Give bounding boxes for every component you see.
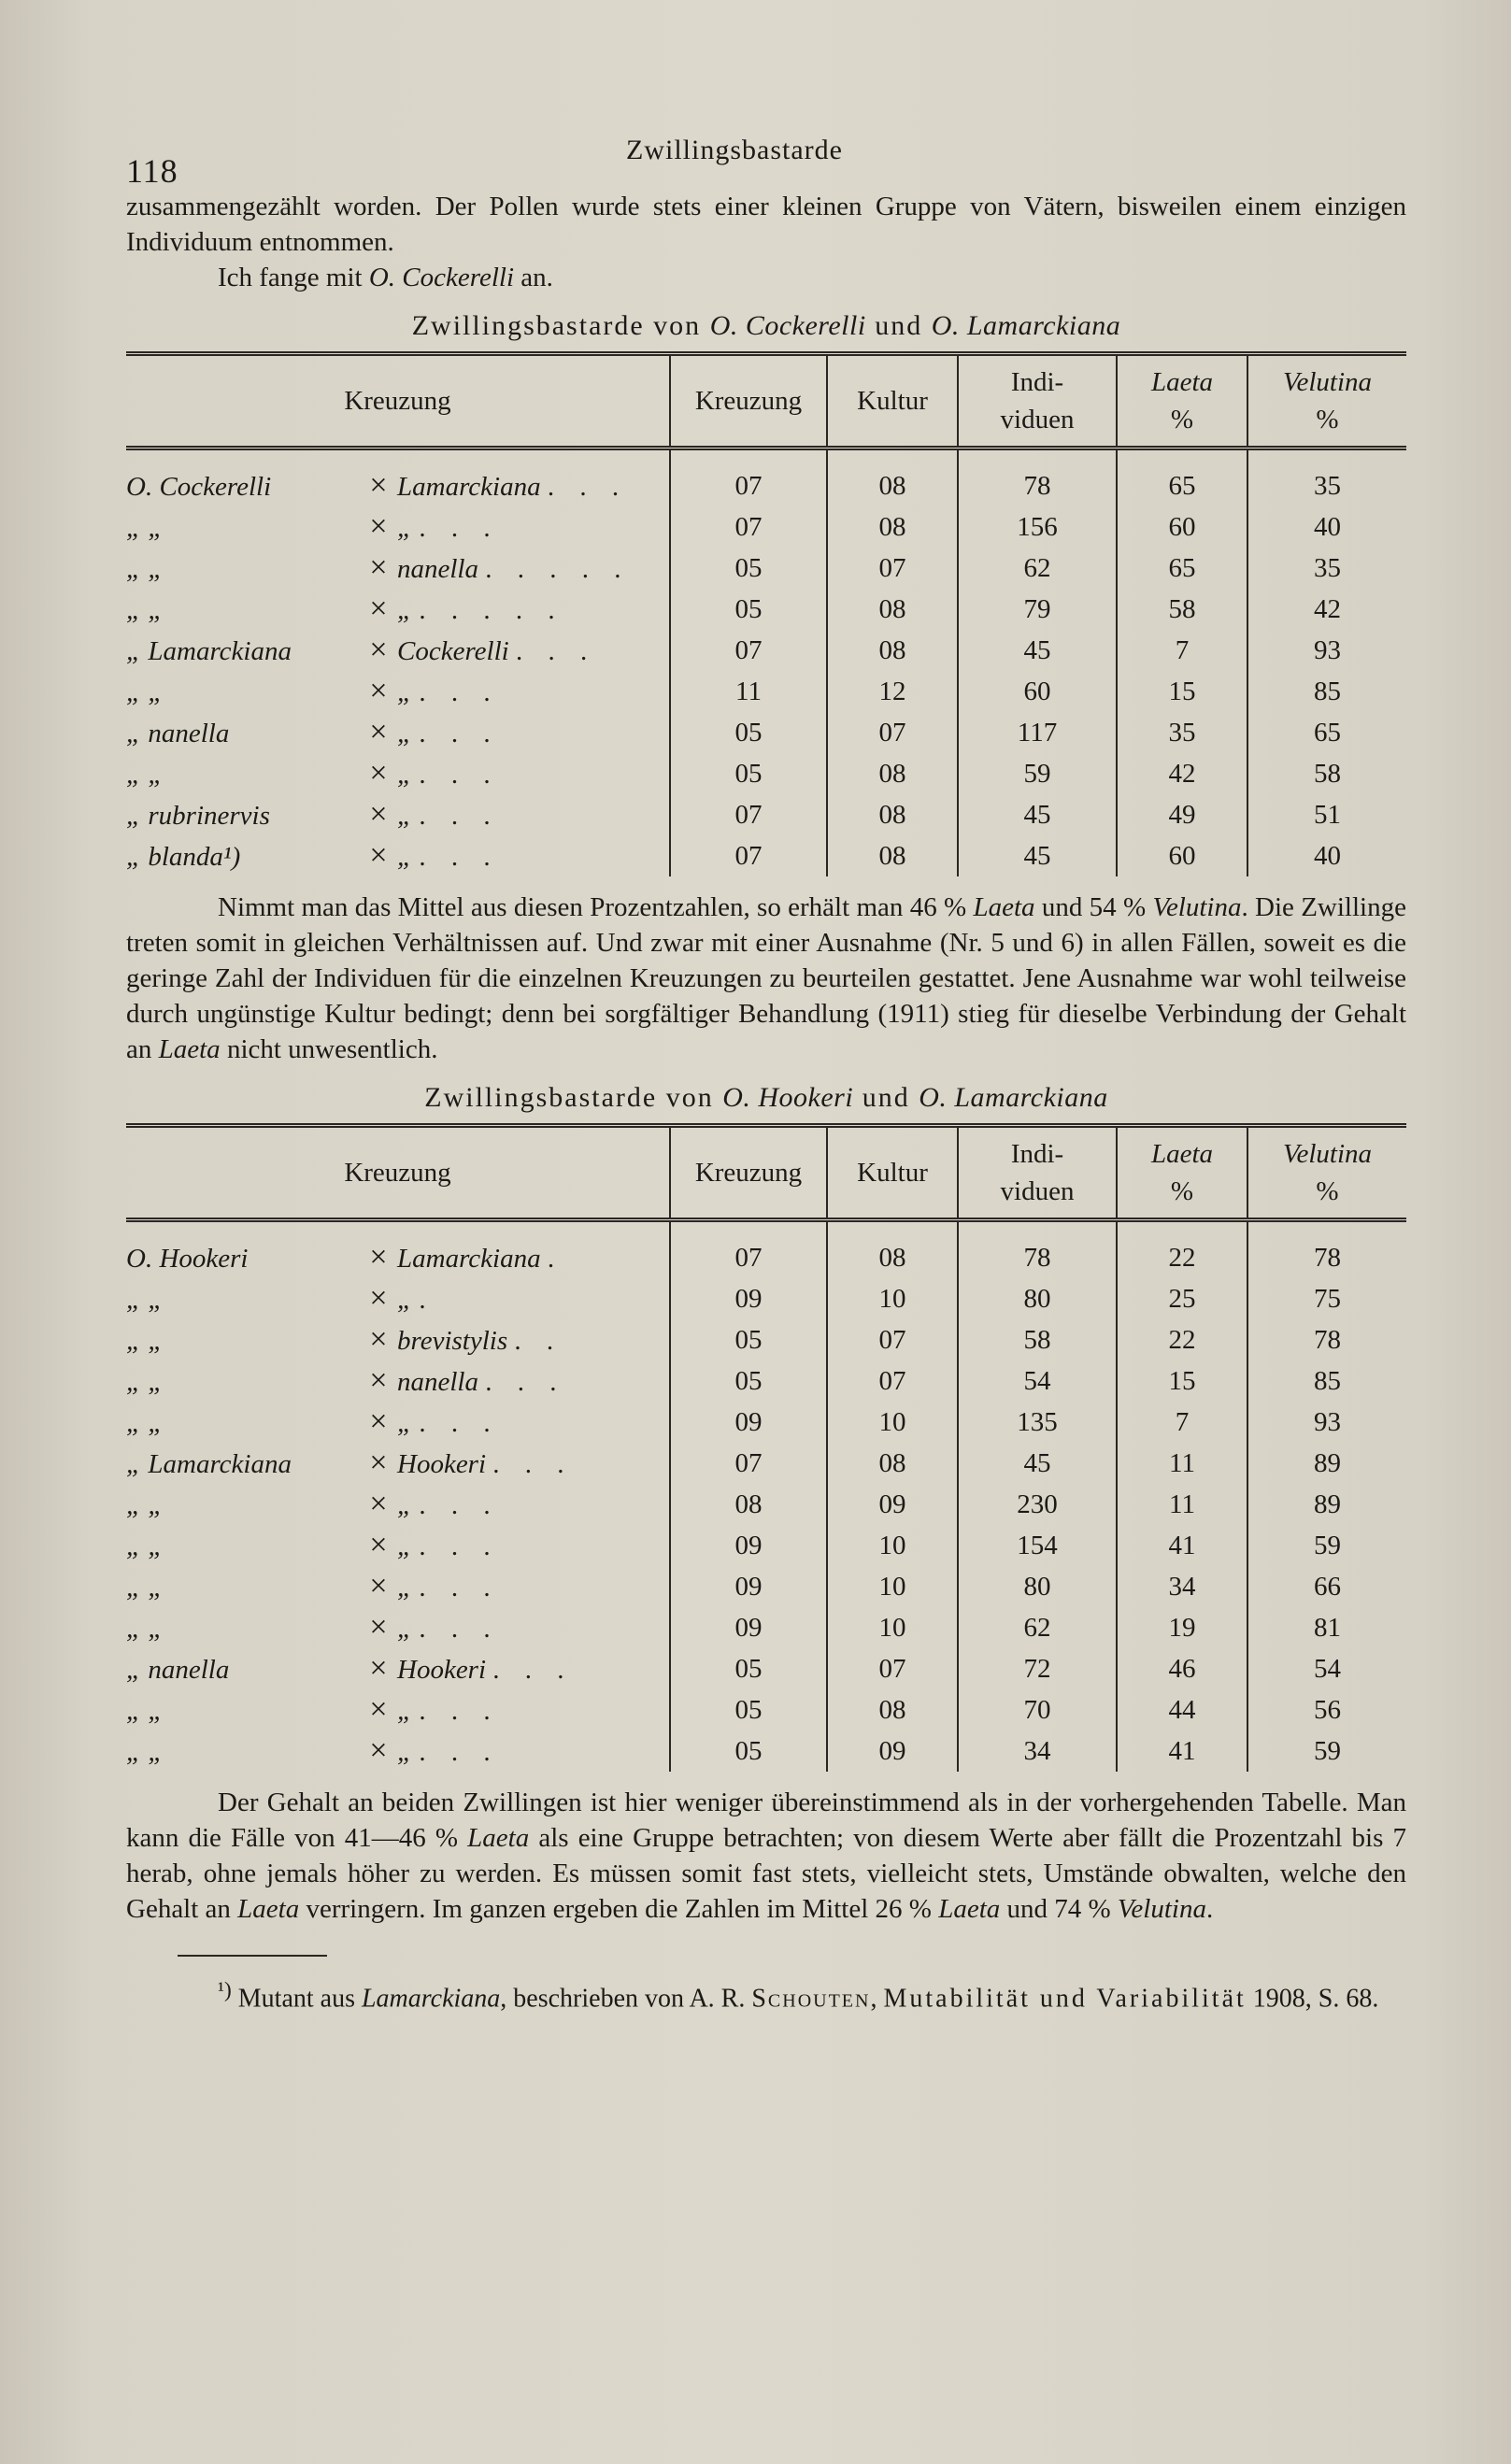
laeta-percent: 15 xyxy=(1117,1360,1247,1402)
velutina-percent: 40 xyxy=(1247,835,1406,876)
kreuzung-year: 11 xyxy=(670,671,827,712)
velutina-percent: 78 xyxy=(1247,1220,1406,1279)
table-row xyxy=(126,1730,1406,1772)
parent-b: „ xyxy=(397,513,413,543)
individuen-count: 58 xyxy=(958,1319,1117,1360)
col-kultur-header: Kultur xyxy=(827,1126,958,1220)
velutina-percent: 56 xyxy=(1247,1689,1406,1730)
kultur-year: 07 xyxy=(827,1648,958,1689)
col-kreuzung2-header: Kreuzung xyxy=(670,1126,827,1220)
leader-dots: . . . xyxy=(419,842,500,872)
parent-a: „ Lamarckiana xyxy=(126,1449,292,1479)
kreuzung-year: 07 xyxy=(670,835,827,876)
table-row xyxy=(126,712,1406,753)
table-row xyxy=(126,671,1406,712)
col-kultur-header: Kultur xyxy=(827,354,958,449)
leader-dots: . . . xyxy=(547,472,629,502)
leader-dots: . . . xyxy=(419,1408,500,1438)
laeta-percent: 34 xyxy=(1117,1566,1247,1607)
individuen-count: 45 xyxy=(958,630,1117,671)
velutina-percent: 58 xyxy=(1247,753,1406,794)
individuen-count: 62 xyxy=(958,548,1117,589)
cross-symbol: × xyxy=(369,1322,388,1357)
individuen-count: 54 xyxy=(958,1360,1117,1402)
kultur-year: 12 xyxy=(827,671,958,712)
parent-b: Lamarckiana xyxy=(397,472,541,502)
footnote-rule xyxy=(178,1955,327,1957)
kultur-year: 07 xyxy=(827,548,958,589)
laeta-percent: 58 xyxy=(1117,589,1247,630)
table2-caption: Zwillingsbastarde von O. Hookeri und O. Lamarckiana xyxy=(424,1082,1108,1113)
table-row xyxy=(126,506,1406,548)
cross-cell xyxy=(126,671,670,712)
cross-cell xyxy=(126,548,670,589)
table1-header-row xyxy=(126,354,1406,449)
laeta-percent: 22 xyxy=(1117,1319,1247,1360)
leader-dots: . . . xyxy=(419,1490,500,1520)
laeta-percent: 65 xyxy=(1117,449,1247,507)
kultur-year: 08 xyxy=(827,835,958,876)
parent-a: „ „ xyxy=(126,1696,164,1726)
parent-a: „ „ xyxy=(126,1573,164,1602)
velutina-percent: 89 xyxy=(1247,1443,1406,1484)
parent-b: Hookeri xyxy=(397,1449,487,1479)
kreuzung-year: 05 xyxy=(670,548,827,589)
individuen-count: 45 xyxy=(958,794,1117,835)
leader-dots: . xyxy=(419,1285,435,1315)
parent-a: „ rubrinervis xyxy=(126,801,270,831)
kultur-year: 08 xyxy=(827,506,958,548)
table-row xyxy=(126,1689,1406,1730)
laeta-percent: 41 xyxy=(1117,1525,1247,1566)
col-kreuzung2-header: Kreuzung xyxy=(670,354,827,449)
cross-cell xyxy=(126,1607,670,1648)
table-hookeri xyxy=(126,1123,1406,1772)
individuen-count: 45 xyxy=(958,835,1117,876)
table-row xyxy=(126,589,1406,630)
table-row xyxy=(126,1220,1406,1279)
laeta-percent: 46 xyxy=(1117,1648,1247,1689)
cross-symbol: × xyxy=(369,550,388,585)
velutina-percent: 59 xyxy=(1247,1525,1406,1566)
leader-dots: . . . . . xyxy=(419,595,564,625)
kreuzung-year: 07 xyxy=(670,794,827,835)
page-header xyxy=(126,131,1406,189)
kreuzung-year: 09 xyxy=(670,1525,827,1566)
table1-body xyxy=(126,449,1406,877)
kreuzung-year: 07 xyxy=(670,506,827,548)
cross-symbol: × xyxy=(369,1610,388,1645)
col-laeta-header: Laeta % xyxy=(1117,354,1247,449)
cross-cell xyxy=(126,1319,670,1360)
laeta-percent: 41 xyxy=(1117,1730,1247,1772)
cross-symbol: × xyxy=(369,633,388,667)
kreuzung-year: 07 xyxy=(670,1443,827,1484)
parent-a: „ „ xyxy=(126,554,164,584)
parent-b: „ xyxy=(397,719,413,748)
parent-a: „ nanella xyxy=(126,719,230,748)
kultur-year: 10 xyxy=(827,1402,958,1443)
parent-b: „ xyxy=(397,1531,413,1561)
individuen-count: 80 xyxy=(958,1566,1117,1607)
laeta-percent: 49 xyxy=(1117,794,1247,835)
table-row xyxy=(126,1484,1406,1525)
kultur-year: 08 xyxy=(827,1220,958,1279)
velutina-percent: 81 xyxy=(1247,1607,1406,1648)
table-row xyxy=(126,1402,1406,1443)
cross-symbol: × xyxy=(369,1446,388,1480)
leader-dots: . . . xyxy=(419,719,500,748)
parent-b: „ xyxy=(397,1573,413,1602)
individuen-count: 45 xyxy=(958,1443,1117,1484)
col-kreuzung-header: Kreuzung xyxy=(126,354,670,449)
individuen-count: 59 xyxy=(958,753,1117,794)
leader-dots: . . . xyxy=(419,1614,500,1644)
parent-a: „ „ xyxy=(126,1285,164,1315)
cross-symbol: × xyxy=(369,1487,388,1521)
table-row xyxy=(126,753,1406,794)
cross-cell xyxy=(126,1402,670,1443)
table2-header-row xyxy=(126,1126,1406,1220)
parent-b: „ xyxy=(397,801,413,831)
col-individuen-header: Indi- viduen xyxy=(958,354,1117,449)
parent-b: Cockerelli xyxy=(397,636,509,666)
page-content xyxy=(126,131,1406,2015)
cross-cell xyxy=(126,1278,670,1319)
kreuzung-year: 05 xyxy=(670,1319,827,1360)
leader-dots: . . . xyxy=(419,760,500,790)
parent-b: nanella xyxy=(397,1367,478,1397)
kultur-year: 09 xyxy=(827,1730,958,1772)
parent-b: „ xyxy=(397,1737,413,1767)
laeta-percent: 42 xyxy=(1117,753,1247,794)
kultur-year: 08 xyxy=(827,1689,958,1730)
table-row xyxy=(126,1648,1406,1689)
kreuzung-year: 05 xyxy=(670,712,827,753)
intro-start: Ich fange mit O. Cockerelli an. xyxy=(218,263,553,292)
laeta-percent: 15 xyxy=(1117,671,1247,712)
individuen-count: 70 xyxy=(958,1689,1117,1730)
cross-cell xyxy=(126,712,670,753)
parent-a: „ „ xyxy=(126,1408,164,1438)
cross-cell xyxy=(126,1648,670,1689)
parent-b: „ xyxy=(397,760,413,790)
footnote: $^{^1)}$ Mutant aus Lamarckiana, beschrieben von A. R. Schouten, Mutabilität und Variabilität 1908, S. 68. xyxy=(218,1978,1379,2014)
velutina-percent: 85 xyxy=(1247,671,1406,712)
leader-dots: . xyxy=(547,1244,564,1274)
parent-a: „ „ xyxy=(126,1737,164,1767)
velutina-percent: 42 xyxy=(1247,589,1406,630)
kreuzung-year: 05 xyxy=(670,753,827,794)
parent-b: „ xyxy=(397,595,413,625)
page-number: 118 xyxy=(126,152,178,190)
cross-symbol: × xyxy=(369,838,388,873)
leader-dots: . . . xyxy=(515,636,597,666)
kultur-year: 08 xyxy=(827,753,958,794)
col-laeta-header: Laeta % xyxy=(1117,1126,1247,1220)
parent-b: „ xyxy=(397,1614,413,1644)
cross-cell xyxy=(126,1566,670,1607)
cross-cell xyxy=(126,1730,670,1772)
cross-cell xyxy=(126,753,670,794)
cross-symbol: × xyxy=(369,1240,388,1275)
kultur-year: 08 xyxy=(827,630,958,671)
cross-symbol: × xyxy=(369,1569,388,1603)
individuen-count: 156 xyxy=(958,506,1117,548)
kreuzung-year: 07 xyxy=(670,630,827,671)
laeta-percent: 19 xyxy=(1117,1607,1247,1648)
kreuzung-year: 05 xyxy=(670,589,827,630)
kultur-year: 08 xyxy=(827,794,958,835)
parent-b: „ xyxy=(397,1696,413,1726)
parent-a: „ „ xyxy=(126,1326,164,1356)
kreuzung-year: 09 xyxy=(670,1402,827,1443)
parent-b: brevistylis xyxy=(397,1326,508,1356)
individuen-count: 34 xyxy=(958,1730,1117,1772)
cross-symbol: × xyxy=(369,1528,388,1562)
individuen-count: 78 xyxy=(958,1220,1117,1279)
laeta-percent: 35 xyxy=(1117,712,1247,753)
cross-cell xyxy=(126,449,670,507)
velutina-percent: 66 xyxy=(1247,1566,1406,1607)
cross-symbol: × xyxy=(369,1692,388,1727)
individuen-count: 80 xyxy=(958,1278,1117,1319)
individuen-count: 230 xyxy=(958,1484,1117,1525)
individuen-count: 60 xyxy=(958,671,1117,712)
table2-body xyxy=(126,1220,1406,1773)
kultur-year: 10 xyxy=(827,1525,958,1566)
laeta-percent: 60 xyxy=(1117,506,1247,548)
laeta-percent: 7 xyxy=(1117,1402,1247,1443)
kreuzung-year: 05 xyxy=(670,1360,827,1402)
table-row xyxy=(126,1278,1406,1319)
leader-dots: . . . xyxy=(492,1655,574,1685)
parent-a: „ nanella xyxy=(126,1655,230,1685)
kreuzung-year: 09 xyxy=(670,1607,827,1648)
intro-paragraph: zusammengezählt worden. Der Pollen wurde stets einer kleinen Gruppe von Vätern, bisweilen einem einzigen Individuum entnommen. xyxy=(126,192,1406,257)
parent-a: „ „ xyxy=(126,760,164,790)
laeta-percent: 7 xyxy=(1117,630,1247,671)
laeta-percent: 11 xyxy=(1117,1484,1247,1525)
kultur-year: 08 xyxy=(827,449,958,507)
individuen-count: 79 xyxy=(958,589,1117,630)
laeta-percent: 65 xyxy=(1117,548,1247,589)
leader-dots: . . . xyxy=(419,1531,500,1561)
cross-symbol: × xyxy=(369,756,388,790)
paragraph-gehalt: Der Gehalt an beiden Zwillingen ist hier weniger übereinstimmend als in der vorhergehenden Tabelle. Man kann die Fälle von 41—46 % Laeta als eine Gruppe betrachten; von diesem Werte aber fällt die Prozentzahl bis 7 herab, ohne jemals höher zu werden. Es müssen somit fast stets, vielleicht stets, Umstände obwalten, welche den Gehalt an Laeta verringern. Im ganzen ergeben die Zahlen im Mittel 26 % Laeta und 74 % Velutina. xyxy=(126,1787,1406,1924)
velutina-percent: 93 xyxy=(1247,630,1406,671)
kreuzung-year: 07 xyxy=(670,1220,827,1279)
parent-a: „ blanda¹) xyxy=(126,842,241,872)
cross-symbol: × xyxy=(369,1363,388,1398)
leader-dots: . . . xyxy=(485,1367,566,1397)
kreuzung-year: 08 xyxy=(670,1484,827,1525)
kultur-year: 07 xyxy=(827,1319,958,1360)
parent-a: „ „ xyxy=(126,1490,164,1520)
velutina-percent: 40 xyxy=(1247,506,1406,548)
leader-dots: . . . xyxy=(419,801,500,831)
individuen-count: 78 xyxy=(958,449,1117,507)
parent-b: Lamarckiana xyxy=(397,1244,541,1274)
kreuzung-year: 09 xyxy=(670,1566,827,1607)
velutina-percent: 35 xyxy=(1247,548,1406,589)
table-cockerelli xyxy=(126,351,1406,876)
parent-b: „ xyxy=(397,1285,413,1315)
kultur-year: 08 xyxy=(827,1443,958,1484)
velutina-percent: 78 xyxy=(1247,1319,1406,1360)
cross-symbol: × xyxy=(369,674,388,708)
kultur-year: 07 xyxy=(827,712,958,753)
cross-cell xyxy=(126,1443,670,1484)
kultur-year: 08 xyxy=(827,589,958,630)
laeta-percent: 11 xyxy=(1117,1443,1247,1484)
individuen-count: 135 xyxy=(958,1402,1117,1443)
kultur-year: 10 xyxy=(827,1566,958,1607)
velutina-percent: 89 xyxy=(1247,1484,1406,1525)
table-row xyxy=(126,1443,1406,1484)
col-individuen-header: Indi- viduen xyxy=(958,1126,1117,1220)
parent-b: nanella xyxy=(397,554,478,584)
cross-cell xyxy=(126,506,670,548)
table-row xyxy=(126,835,1406,876)
table-row xyxy=(126,1360,1406,1402)
parent-a: „ „ xyxy=(126,1531,164,1561)
table-row xyxy=(126,449,1406,507)
parent-b: „ xyxy=(397,677,413,707)
cross-symbol: × xyxy=(369,468,388,503)
col-kreuzung-header: Kreuzung xyxy=(126,1126,670,1220)
individuen-count: 117 xyxy=(958,712,1117,753)
cross-cell xyxy=(126,835,670,876)
kultur-year: 07 xyxy=(827,1360,958,1402)
col-velutina-header: Velutina % xyxy=(1247,1126,1406,1220)
velutina-percent: 75 xyxy=(1247,1278,1406,1319)
cross-cell xyxy=(126,1220,670,1279)
cross-cell xyxy=(126,589,670,630)
cross-symbol: × xyxy=(369,715,388,749)
kreuzung-year: 05 xyxy=(670,1648,827,1689)
leader-dots: . . . xyxy=(492,1449,574,1479)
laeta-percent: 22 xyxy=(1117,1220,1247,1279)
paragraph-mittel: Nimmt man das Mittel aus diesen Prozentzahlen, so erhält man 46 % Laeta und 54 % Velutina. Die Zwillinge treten somit in gleichen Verhältnissen auf. Und zwar mit einer Ausnahme (Nr. 5 und 6) in allen Fällen, soweit es die geringe Zahl der Individuen für die einzelnen Kreuzungen zu beurteilen gestattet. Jene Ausnahme war wohl teilweise durch ungünstige Kultur bedingt; denn bei sorgfältiger Behandlung (1911) stieg für dieselbe Verbindung der Gehalt an Laeta nicht unwesentlich. xyxy=(126,892,1406,1064)
parent-a: O. Hookeri xyxy=(126,1244,249,1274)
leader-dots: . . . xyxy=(419,1573,500,1602)
velutina-percent: 59 xyxy=(1247,1730,1406,1772)
table-row xyxy=(126,1319,1406,1360)
laeta-percent: 60 xyxy=(1117,835,1247,876)
velutina-percent: 93 xyxy=(1247,1402,1406,1443)
table1-caption: Zwillingsbastarde von O. Cockerelli und O. Lamarckiana xyxy=(411,310,1121,341)
table-row xyxy=(126,794,1406,835)
parent-a: „ „ xyxy=(126,513,164,543)
cross-cell xyxy=(126,1525,670,1566)
cross-cell xyxy=(126,630,670,671)
leader-dots: . . . xyxy=(419,513,500,543)
parent-b: „ xyxy=(397,1490,413,1520)
cross-cell xyxy=(126,1360,670,1402)
cross-cell xyxy=(126,1689,670,1730)
individuen-count: 154 xyxy=(958,1525,1117,1566)
cross-symbol: × xyxy=(369,1651,388,1686)
leader-dots: . . . xyxy=(419,1696,500,1726)
parent-b: Hookeri xyxy=(397,1655,487,1685)
cross-symbol: × xyxy=(369,509,388,544)
parent-a: O. Cockerelli xyxy=(126,472,272,502)
parent-a: „ „ xyxy=(126,1614,164,1644)
kreuzung-year: 05 xyxy=(670,1689,827,1730)
velutina-percent: 54 xyxy=(1247,1648,1406,1689)
kreuzung-year: 07 xyxy=(670,449,827,507)
parent-a: „ „ xyxy=(126,1367,164,1397)
individuen-count: 62 xyxy=(958,1607,1117,1648)
cross-symbol: × xyxy=(369,1404,388,1439)
kultur-year: 09 xyxy=(827,1484,958,1525)
leader-dots: . . . xyxy=(419,1737,500,1767)
cross-cell xyxy=(126,1484,670,1525)
leader-dots: . . xyxy=(514,1326,563,1356)
velutina-percent: 51 xyxy=(1247,794,1406,835)
cross-cell xyxy=(126,794,670,835)
kreuzung-year: 05 xyxy=(670,1730,827,1772)
table-row xyxy=(126,1607,1406,1648)
table-row xyxy=(126,1525,1406,1566)
kultur-year: 10 xyxy=(827,1607,958,1648)
laeta-percent: 44 xyxy=(1117,1689,1247,1730)
cross-symbol: × xyxy=(369,1281,388,1316)
table-row xyxy=(126,630,1406,671)
table-row xyxy=(126,548,1406,589)
laeta-percent: 25 xyxy=(1117,1278,1247,1319)
cross-symbol: × xyxy=(369,797,388,832)
velutina-percent: 85 xyxy=(1247,1360,1406,1402)
cross-symbol: × xyxy=(369,591,388,626)
leader-dots: . . . . . xyxy=(485,554,631,584)
cross-symbol: × xyxy=(369,1733,388,1768)
individuen-count: 72 xyxy=(958,1648,1117,1689)
parent-b: „ xyxy=(397,1408,413,1438)
parent-a: „ „ xyxy=(126,595,164,625)
velutina-percent: 35 xyxy=(1247,449,1406,507)
parent-a: „ Lamarckiana xyxy=(126,636,292,666)
running-head: Zwillingsbastarde xyxy=(626,135,843,165)
parent-b: „ xyxy=(397,842,413,872)
table-row xyxy=(126,1566,1406,1607)
kultur-year: 10 xyxy=(827,1278,958,1319)
velutina-percent: 65 xyxy=(1247,712,1406,753)
leader-dots: . . . xyxy=(419,677,500,707)
col-velutina-header: Velutina % xyxy=(1247,354,1406,449)
kreuzung-year: 09 xyxy=(670,1278,827,1319)
parent-a: „ „ xyxy=(126,677,164,707)
